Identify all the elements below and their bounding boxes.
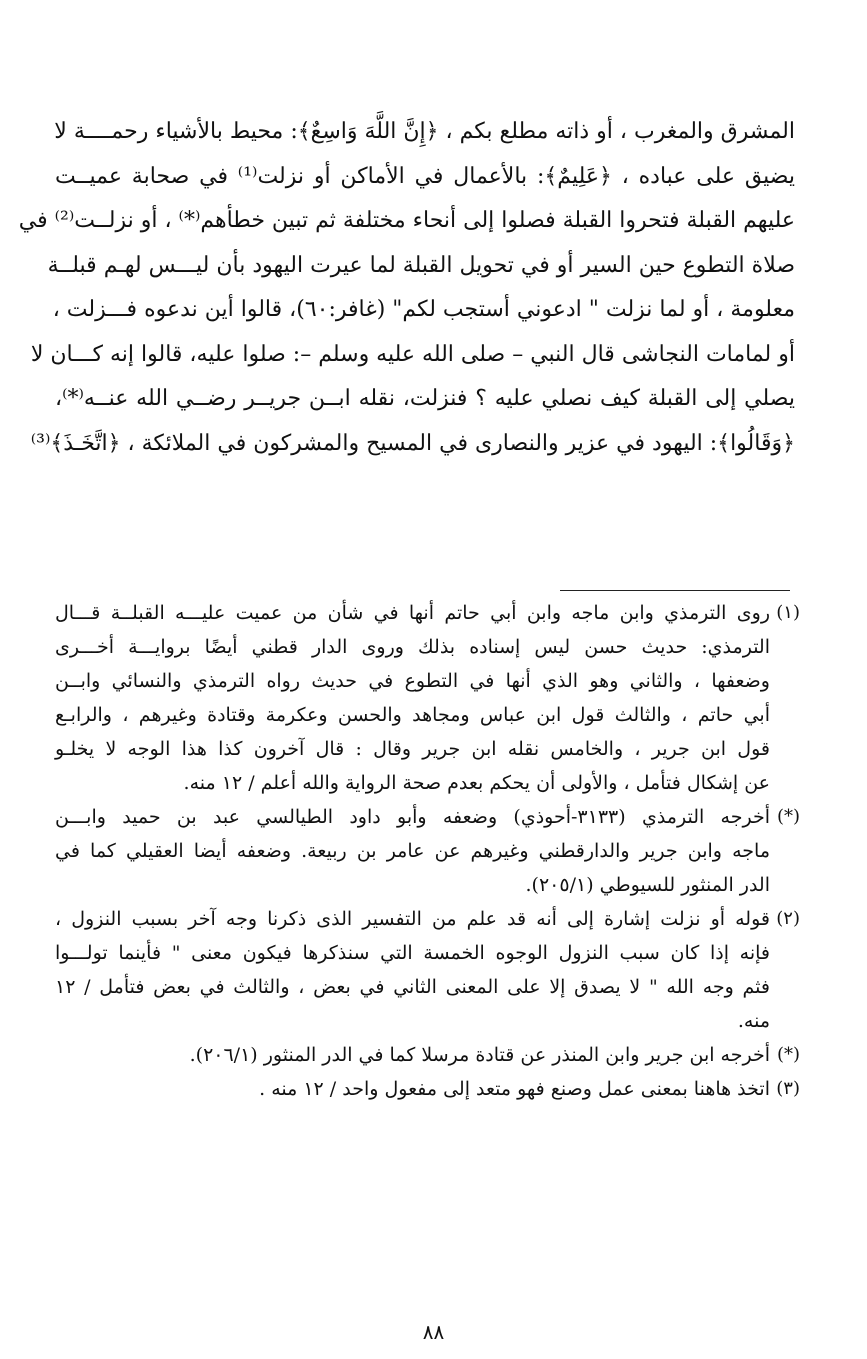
footnote-line: أخرجه ابن جرير وابن المنذر عن قتادة مرسلا كما في الدر المنثور (٢٠٦/١).: [189, 1044, 770, 1066]
footnote-2: [55, 902, 800, 1038]
footnote-line: اتخذ هاهنا بمعنى عمل وصنع فهو متعد إلى مفعول واحد / ١٢ منه .: [259, 1078, 770, 1100]
footnote-line: الدر المنثور للسيوطي (٢٠٥/١).: [525, 874, 770, 896]
footnote-line: الترمذي: حديث حسن ليس إسناده بذلك وروى الدار قطني أيضًا بروايـــة أخـــرى: [55, 636, 770, 658]
footnote-line: فثم وجه الله " لا يصدق إلا على المعنى الثاني في بعض ، والثالث في بعض فتأمل / ١٢: [55, 976, 770, 998]
footnote-line: أبي حاتم ، والثالث قول ابن عباس ومجاهد والحسن وعكرمة وقتادة وغيرهم ، والرابـع: [55, 704, 770, 726]
footnote-marker: (٣): [776, 1078, 800, 1099]
text-line: المشرق والمغرب ، أو ذاته مطلع بكم ، ﴿إِنَّ اللَّهَ وَاسِعٌ﴾: محيط بالأشياء رحمــــة لا: [54, 119, 795, 144]
footnote-separator: [560, 590, 790, 591]
footnote-3: [55, 1072, 800, 1106]
footnote-line: عن إشكال فتأمل ، والأولى أن يحكم بعدم صحة الرواية والله أعلم / ١٢ منه.: [183, 772, 770, 794]
footnote-line: روى الترمذي وابن ماجه وابن أبي حاتم أنها في شأن من عميت عليـــه القبلــة قـــال: [55, 602, 770, 624]
text-line: معلومة ، أو لما نزلت " ادعوني أستجب لكم" (غافر:٦٠)، قالوا أين ندعوه فـــزلت ،: [52, 297, 795, 322]
text-line: ﴿وَقَالُوا﴾: اليهود في عزير والنصارى في المسيح والمشركون في الملائكة ، ﴿اتَّخَـذَ﴾⁽³⁾: [30, 430, 795, 456]
text-line: أو لمامات النجاشى قال النبي – صلى الله عليه وسلم –: صلوا عليه، قالوا إنه كـــان لا: [30, 341, 795, 367]
footnote-line: وضعفها ، والثاني وهو الذي أنها في التطوع في حديث رواه الترمذي والنسائي وابــن: [55, 670, 770, 692]
footnote-1: [55, 596, 800, 800]
text-line: صلاة التطوع حين السير أو في تحويل القبلة لما عيرت اليهود بأن ليـــس لهـم قبلــة: [47, 252, 795, 278]
footnote-marker: (*): [776, 806, 800, 827]
footnote-star-2: [55, 1038, 800, 1072]
main-text: [18, 110, 796, 466]
footnote-line: منه.: [737, 1010, 770, 1032]
footnote-line: أخرجه الترمذي (٣١٣٣-أحوذي) وضعفه وأبو داود الطيالسي عبد بن حميد وابـــن: [55, 806, 770, 828]
footnote-star-1: [55, 800, 800, 902]
footnote-marker: (٢): [776, 908, 800, 929]
text-line: عليهم القبلة فتحروا القبلة فصلوا إلى أنحاء مختلفة ثم تبين خطأهم⁽*⁾ ، أو نزلــت⁽²⁾ في: [18, 208, 795, 233]
footnotes: [55, 596, 800, 1106]
footnote-marker: (١): [776, 602, 800, 623]
footnote-line: قول ابن جرير ، والخامس نقله ابن جرير وقال : قال آخرون كذا هذا الوجه لا يخلـو: [55, 738, 770, 760]
text-line: يصلي إلى القبلة كيف نصلي عليه ؟ فنزلت، نقله ابــن جريــر رضــي الله عنــه⁽*⁾،: [55, 386, 795, 411]
footnote-line: فإنه إذا كان سبب النزول الوجوه الخمسة التي سنذكرها فيكون معنى " فأينما تولـــوا: [55, 942, 770, 964]
footnote-line: قوله أو نزلت إشارة إلى أنه قد علم من التفسير الذى ذكرنا وجه آخر بسبب النزول ،: [55, 908, 770, 930]
page-number: ٨٨: [422, 1320, 445, 1344]
text-line: يضيق على عباده ، ﴿عَلِيمٌ﴾: بالأعمال في الأماكن أو نزلت⁽¹⁾ في صحابة عميــت: [55, 163, 796, 189]
footnote-line: ماجه وابن جرير والدارقطني وغيرهم عن عامر بن ربيعة. وضعفه أيضا العقيلي كما في: [55, 840, 770, 862]
footnote-marker: (*): [776, 1044, 800, 1065]
